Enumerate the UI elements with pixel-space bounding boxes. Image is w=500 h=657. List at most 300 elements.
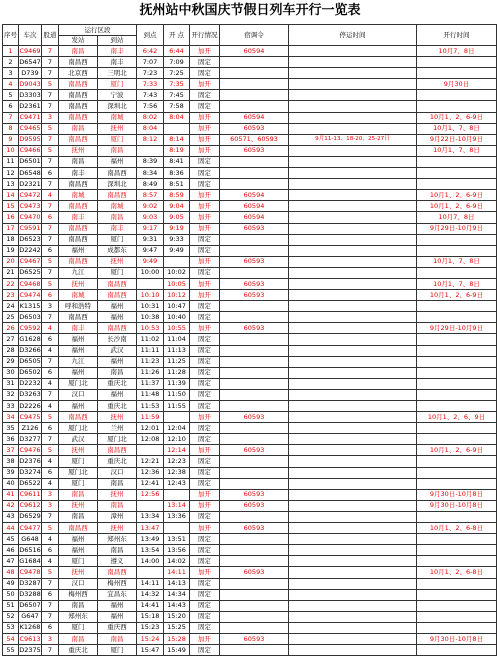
train-number: D6516 xyxy=(19,545,42,556)
run-dates xyxy=(417,467,497,478)
depart-time: 13:51 xyxy=(164,534,190,545)
dispatch-order xyxy=(220,589,289,600)
stop-dates xyxy=(289,523,417,534)
run-dates: 10月7、8日 xyxy=(417,46,497,57)
from-station: 福州 xyxy=(59,545,98,556)
run-status: 固定 xyxy=(190,423,220,434)
run-dates: 9月29日-10月9日 xyxy=(417,323,497,334)
depart-time: 8:59 xyxy=(164,190,190,201)
from-station: 南昌西 xyxy=(59,201,98,212)
row-number: 22 xyxy=(3,278,19,289)
table-row xyxy=(3,356,497,367)
train-number: K1315 xyxy=(19,301,42,312)
arrive-time: 12:41 xyxy=(137,478,164,489)
run-status: 固定 xyxy=(190,545,220,556)
train-number: D6505 xyxy=(19,356,42,367)
timetable xyxy=(2,24,497,656)
depart-time: 7:09 xyxy=(164,57,190,68)
track-number: 7 xyxy=(42,434,59,445)
arrive-time: 10:38 xyxy=(137,312,164,323)
dispatch-order xyxy=(220,556,289,567)
run-status: 固定 xyxy=(190,345,220,356)
arrive-time: 11:23 xyxy=(137,356,164,367)
run-status: 加开 xyxy=(190,201,220,212)
stop-dates xyxy=(289,101,417,112)
stop-dates: 9月11-13、18-20、25-27日 xyxy=(289,134,417,145)
run-dates xyxy=(417,156,497,167)
to-station: 南城 xyxy=(98,112,137,123)
from-station: 南丰 xyxy=(59,168,98,179)
row-number: 48 xyxy=(3,567,19,578)
train-number: Z126 xyxy=(19,423,42,434)
dispatch-order xyxy=(220,622,289,633)
row-number: 54 xyxy=(3,633,19,644)
dispatch-order xyxy=(220,168,289,179)
depart-time: 11:50 xyxy=(164,389,190,400)
run-status: 固定 xyxy=(190,600,220,611)
train-number: D3274 xyxy=(19,467,42,478)
to-station: 厦门北 xyxy=(98,434,137,445)
row-number: 33 xyxy=(3,401,19,412)
run-dates xyxy=(417,511,497,522)
stop-dates xyxy=(289,68,417,79)
depart-time: 8:41 xyxy=(164,156,190,167)
run-dates xyxy=(417,401,497,412)
train-number: C9473 xyxy=(19,201,42,212)
depart-time: 7:35 xyxy=(164,79,190,90)
from-station: 南昌西 xyxy=(59,312,98,323)
depart-time: 11:25 xyxy=(164,356,190,367)
row-number: 13 xyxy=(3,179,19,190)
arrive-time: 9:02 xyxy=(137,201,164,212)
table-row xyxy=(3,312,497,323)
dispatch-order: 60593 xyxy=(220,145,289,156)
row-number: 19 xyxy=(3,245,19,256)
stop-dates xyxy=(289,79,417,90)
row-number: 35 xyxy=(3,423,19,434)
row-number: 42 xyxy=(3,500,19,511)
from-station: 厦门 xyxy=(59,556,98,567)
track-number: 4 xyxy=(42,378,59,389)
track-number: 7 xyxy=(42,68,59,79)
stop-dates xyxy=(289,456,417,467)
depart-time: 13:56 xyxy=(164,545,190,556)
from-station: 抚州 xyxy=(59,278,98,289)
track-number: 7 xyxy=(42,511,59,522)
train-number: D3288 xyxy=(19,589,42,600)
from-station: 厦门 xyxy=(59,478,98,489)
track-number: 6 xyxy=(42,622,59,633)
run-dates xyxy=(417,245,497,256)
run-status: 加开 xyxy=(190,323,220,334)
row-number: 12 xyxy=(3,168,19,179)
stop-dates xyxy=(289,378,417,389)
train-number: D6547 xyxy=(19,57,42,68)
arrive-time: 11:59 xyxy=(137,412,164,423)
table-row xyxy=(3,489,497,500)
arrive-time xyxy=(137,500,164,511)
track-number: 6 xyxy=(42,467,59,478)
run-dates xyxy=(417,611,497,622)
to-station: 抚州 xyxy=(98,489,137,500)
to-station: 汉口 xyxy=(98,467,137,478)
from-station: 南昌西 xyxy=(59,179,98,190)
table-row xyxy=(3,633,497,644)
from-station: 九江 xyxy=(59,356,98,367)
run-status: 固定 xyxy=(190,478,220,489)
to-station: 南昌 xyxy=(98,367,137,378)
run-dates xyxy=(417,378,497,389)
from-station: 汉口 xyxy=(59,389,98,400)
table-row xyxy=(3,57,497,68)
run-status: 固定 xyxy=(190,622,220,633)
arrive-time: 13:54 xyxy=(137,545,164,556)
run-dates: 9月30日-10月8日 xyxy=(417,489,497,500)
table-row xyxy=(3,223,497,234)
depart-time: 15:25 xyxy=(164,622,190,633)
table-row xyxy=(3,234,497,245)
depart-time: 10:02 xyxy=(164,267,190,278)
to-station: 漳州 xyxy=(98,511,137,522)
dispatch-order: 60594 xyxy=(220,46,289,57)
from-station: 武汉 xyxy=(59,434,98,445)
from-station: 南城 xyxy=(59,190,98,201)
track-number: 7 xyxy=(42,57,59,68)
row-number: 44 xyxy=(3,523,19,534)
stop-dates xyxy=(289,278,417,289)
train-number: C9612 xyxy=(19,500,42,511)
from-station: 南昌 xyxy=(59,123,98,134)
train-number: C9476 xyxy=(19,445,42,456)
stop-dates xyxy=(289,201,417,212)
to-station: 南丰 xyxy=(98,57,137,68)
track-number: 5 xyxy=(42,412,59,423)
row-number: 52 xyxy=(3,611,19,622)
run-status: 固定 xyxy=(190,378,220,389)
depart-time: 15:49 xyxy=(164,645,190,656)
dispatch-order xyxy=(220,645,289,656)
run-status: 加开 xyxy=(190,523,220,534)
arrive-time: 7:56 xyxy=(137,101,164,112)
stop-dates xyxy=(289,545,417,556)
stop-dates xyxy=(289,290,417,301)
run-status: 加开 xyxy=(190,278,220,289)
from-station: 南昌 xyxy=(59,600,98,611)
header-train: 车次 xyxy=(19,25,42,46)
table-row xyxy=(3,101,497,112)
train-number: D739 xyxy=(19,68,42,79)
track-number: 7 xyxy=(42,101,59,112)
table-row xyxy=(3,267,497,278)
stop-dates xyxy=(289,556,417,567)
table-row xyxy=(3,389,497,400)
table-row xyxy=(3,534,497,545)
table-row xyxy=(3,500,497,511)
from-station: 南昌西 xyxy=(59,412,98,423)
run-status: 固定 xyxy=(190,334,220,345)
row-number: 20 xyxy=(3,256,19,267)
run-status: 加开 xyxy=(190,500,220,511)
arrive-time: 13:34 xyxy=(137,511,164,522)
train-number: D6503 xyxy=(19,312,42,323)
to-station: 南昌 xyxy=(98,500,137,511)
run-status: 固定 xyxy=(190,611,220,622)
run-dates: 10月1、2、6-9日 xyxy=(417,190,497,201)
depart-time: 13:36 xyxy=(164,511,190,522)
table-body xyxy=(3,46,497,656)
arrive-time: 8:12 xyxy=(137,134,164,145)
train-number: D6523 xyxy=(19,234,42,245)
track-number: 3 xyxy=(42,633,59,644)
track-number: 7 xyxy=(42,611,59,622)
row-number: 17 xyxy=(3,223,19,234)
track-number: 7 xyxy=(42,201,59,212)
row-number: 49 xyxy=(3,578,19,589)
to-station: 梅州西 xyxy=(98,578,137,589)
run-status: 加开 xyxy=(190,134,220,145)
table-row xyxy=(3,600,497,611)
from-station: 南昌西 xyxy=(59,256,98,267)
depart-time: 12:43 xyxy=(164,478,190,489)
dispatch-order: 60593 xyxy=(220,278,289,289)
dispatch-order: 60593 xyxy=(220,489,289,500)
run-status: 加开 xyxy=(190,145,220,156)
run-dates xyxy=(417,434,497,445)
to-station: 厦门 xyxy=(98,134,137,145)
arrive-time xyxy=(137,145,164,156)
train-number: C9478 xyxy=(19,567,42,578)
stop-dates xyxy=(289,245,417,256)
row-number: 2 xyxy=(3,57,19,68)
from-station: 抚州 xyxy=(59,145,98,156)
train-number: C9467 xyxy=(19,256,42,267)
table-row xyxy=(3,345,497,356)
row-number: 24 xyxy=(3,301,19,312)
train-number: D6522 xyxy=(19,478,42,489)
dispatch-order xyxy=(220,301,289,312)
from-station: 厦门北 xyxy=(59,467,98,478)
dispatch-order xyxy=(220,434,289,445)
dispatch-order: 60593 xyxy=(220,445,289,456)
run-dates xyxy=(417,456,497,467)
track-number: 5 xyxy=(42,145,59,156)
row-number: 34 xyxy=(3,412,19,423)
run-dates xyxy=(417,645,497,656)
dispatch-order xyxy=(220,389,289,400)
dispatch-order xyxy=(220,90,289,101)
to-station: 厦门 xyxy=(98,234,137,245)
stop-dates xyxy=(289,611,417,622)
from-station: 南昌西 xyxy=(59,79,98,90)
depart-time: 11:28 xyxy=(164,367,190,378)
row-number: 23 xyxy=(3,290,19,301)
to-station: 福州 xyxy=(98,156,137,167)
train-number: C9592 xyxy=(19,323,42,334)
to-station: 南昌西 xyxy=(98,290,137,301)
row-number: 38 xyxy=(3,456,19,467)
train-number: C9475 xyxy=(19,412,42,423)
dispatch-order: 60571、60593 xyxy=(220,134,289,145)
track-number: 6 xyxy=(42,334,59,345)
table-row xyxy=(3,523,497,534)
train-number: C9469 xyxy=(19,46,42,57)
stop-dates xyxy=(289,633,417,644)
dispatch-order xyxy=(220,511,289,522)
track-number: 3 xyxy=(42,112,59,123)
table-row xyxy=(3,556,497,567)
arrive-time: 8:04 xyxy=(137,123,164,134)
arrive-time: 7:33 xyxy=(137,79,164,90)
depart-time: 14:13 xyxy=(164,578,190,589)
header-order: 宿调令 xyxy=(220,25,289,46)
row-number: 25 xyxy=(3,312,19,323)
run-status: 固定 xyxy=(190,312,220,323)
to-station: 重庆北 xyxy=(98,401,137,412)
header-range: 运行区段 xyxy=(59,25,137,36)
run-status: 固定 xyxy=(190,356,220,367)
stop-dates xyxy=(289,434,417,445)
row-number: 3 xyxy=(3,68,19,79)
table-row xyxy=(3,456,497,467)
track-number: 6 xyxy=(42,423,59,434)
track-number: 6 xyxy=(42,589,59,600)
to-station: 南昌西 xyxy=(98,278,137,289)
run-dates xyxy=(417,68,497,79)
dispatch-order: 60593 xyxy=(220,323,289,334)
depart-time: 6:44 xyxy=(164,46,190,57)
stop-dates xyxy=(289,356,417,367)
from-station: 抚州 xyxy=(59,445,98,456)
stop-dates xyxy=(289,145,417,156)
table-row xyxy=(3,190,497,201)
arrive-time: 14:41 xyxy=(137,600,164,611)
from-station: 南昌西 xyxy=(59,90,98,101)
row-number: 53 xyxy=(3,622,19,633)
track-number: 6 xyxy=(42,212,59,223)
dispatch-order xyxy=(220,156,289,167)
table-row xyxy=(3,378,497,389)
dispatch-order: 60594 xyxy=(220,190,289,201)
depart-time: 14:02 xyxy=(164,556,190,567)
run-dates xyxy=(417,367,497,378)
stop-dates xyxy=(289,600,417,611)
from-station: 汉口 xyxy=(59,578,98,589)
run-dates xyxy=(417,389,497,400)
depart-time: 15:28 xyxy=(164,633,190,644)
track-number: 7 xyxy=(42,389,59,400)
train-number: D2232 xyxy=(19,378,42,389)
run-dates: 10月1、7、8日 xyxy=(417,123,497,134)
table-row xyxy=(3,412,497,423)
header-run: 开行时间 xyxy=(417,25,497,46)
train-number: C9611 xyxy=(19,489,42,500)
from-station: 南昌西 xyxy=(59,101,98,112)
run-status: 加开 xyxy=(190,633,220,644)
arrive-time: 6:42 xyxy=(137,46,164,57)
row-number: 7 xyxy=(3,112,19,123)
table-row xyxy=(3,334,497,345)
to-station: 长沙南 xyxy=(98,334,137,345)
from-station: 南昌西 xyxy=(59,223,98,234)
from-station: 南昌 xyxy=(59,156,98,167)
dispatch-order xyxy=(220,68,289,79)
depart-time: 8:04 xyxy=(164,112,190,123)
from-station: 南昌西 xyxy=(59,234,98,245)
arrive-time: 10:53 xyxy=(137,323,164,334)
stop-dates xyxy=(289,589,417,600)
table-row xyxy=(3,445,497,456)
stop-dates xyxy=(289,622,417,633)
to-station: 南昌西 xyxy=(98,323,137,334)
to-station: 厦门 xyxy=(98,79,137,90)
table-row xyxy=(3,467,497,478)
track-number: 4 xyxy=(42,323,59,334)
track-number: 6 xyxy=(42,245,59,256)
from-station: 南昌西 xyxy=(59,134,98,145)
dispatch-order xyxy=(220,378,289,389)
to-station: 武汉 xyxy=(98,345,137,356)
arrive-time: 9:31 xyxy=(137,234,164,245)
depart-time: 9:04 xyxy=(164,201,190,212)
track-number: 4 xyxy=(42,556,59,567)
track-number: 6 xyxy=(42,545,59,556)
arrive-time xyxy=(137,278,164,289)
depart-time: 12:38 xyxy=(164,467,190,478)
to-station: 南昌 xyxy=(98,478,137,489)
depart-time: 8:19 xyxy=(164,145,190,156)
track-number: 4 xyxy=(42,190,59,201)
track-number: 7 xyxy=(42,90,59,101)
row-number: 31 xyxy=(3,378,19,389)
to-station: 南昌西 xyxy=(98,168,137,179)
dispatch-order: 60593 xyxy=(220,633,289,644)
from-station: 南丰 xyxy=(59,212,98,223)
table-header xyxy=(3,25,497,46)
stop-dates xyxy=(289,190,417,201)
arrive-time: 9:17 xyxy=(137,223,164,234)
dispatch-order xyxy=(220,312,289,323)
to-station: 厦门 xyxy=(98,645,137,656)
header-track: 股道 xyxy=(42,25,59,46)
train-number: C9468 xyxy=(19,278,42,289)
depart-time xyxy=(164,489,190,500)
run-status: 加开 xyxy=(190,290,220,301)
run-dates xyxy=(417,356,497,367)
depart-time: 14:34 xyxy=(164,589,190,600)
track-number: 7 xyxy=(42,600,59,611)
depart-time: 9:49 xyxy=(164,245,190,256)
from-station: 厦门 xyxy=(59,622,98,633)
depart-time: 12:23 xyxy=(164,456,190,467)
train-number: G648 xyxy=(19,534,42,545)
from-station: 郑州东 xyxy=(59,611,98,622)
row-number: 51 xyxy=(3,600,19,611)
row-number: 5 xyxy=(3,90,19,101)
train-number: C9591 xyxy=(19,223,42,234)
row-number: 27 xyxy=(3,334,19,345)
row-number: 8 xyxy=(3,123,19,134)
from-station: 重庆北 xyxy=(59,645,98,656)
stop-dates xyxy=(289,223,417,234)
table-row xyxy=(3,68,497,79)
table-row xyxy=(3,256,497,267)
stop-dates xyxy=(289,168,417,179)
depart-time: 10:47 xyxy=(164,301,190,312)
row-number: 6 xyxy=(3,101,19,112)
track-number: 7 xyxy=(42,578,59,589)
train-number: C9477 xyxy=(19,523,42,534)
to-station: 抚州 xyxy=(98,256,137,267)
